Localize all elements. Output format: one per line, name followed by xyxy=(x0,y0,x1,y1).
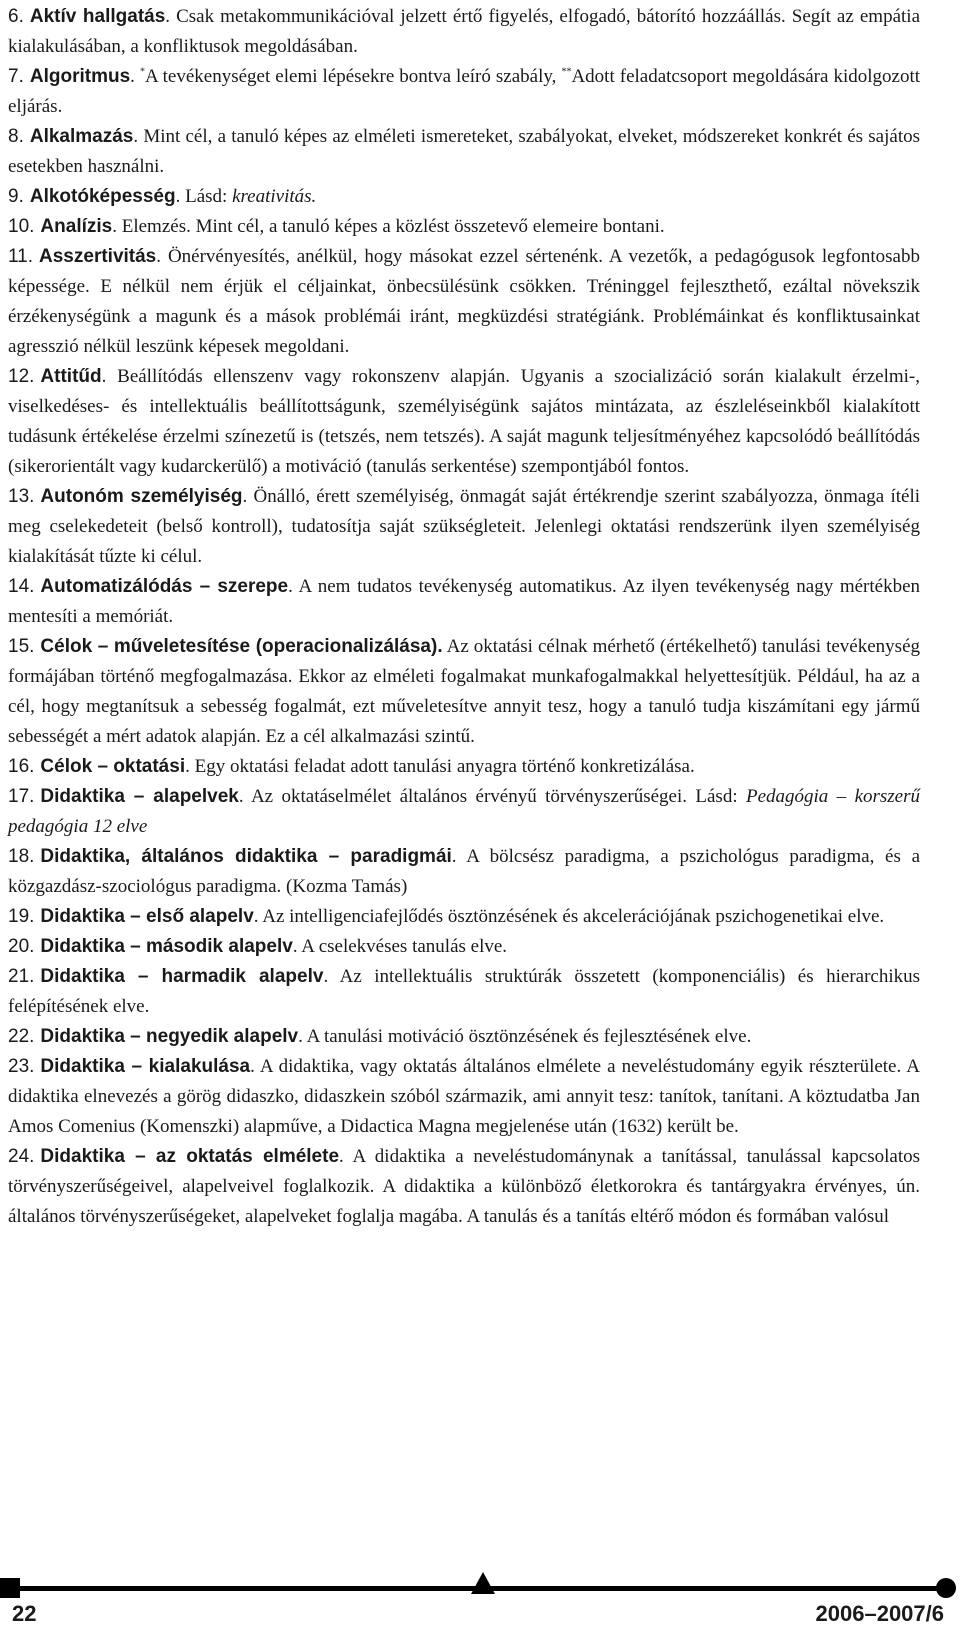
entry-separator: . xyxy=(130,66,140,87)
glossary-entry xyxy=(8,362,920,482)
entry-number: 9. xyxy=(8,186,24,207)
entry-definition: Egy oktatási feladat adott tanulási anyagra történő konkretizálása. xyxy=(194,756,695,777)
entry-separator: . xyxy=(451,846,467,867)
entry-term: Autonóm személyiség xyxy=(40,486,243,507)
entry-definition: Önérvényesítés, anélkül, hogy másokat ezzel sértenénk. A vezetők, a pedagógusok legfontosabb képessége. E nélkül nem érjük el céljainkat, önbecsülésünk csökken. Tréninggel fejleszthető, ezáltal növekszik érzékenységünk a magunk és a mások problémái iránt, megküzdési stratégiánk. Problémáinkat és konfliktusainkat agresszió nélkül leszünk képesek megoldani. xyxy=(8,246,920,357)
entry-definition: A didaktika a neveléstudománynak a tanítással, tanulással kapcsolatos törvényszerűségeivel, alapelveivel foglalkozik. A didaktika a különböző életkorokra és tantárgyakra érvényes, ún. általános törvényszerűségeket, alapelveket foglalja magába. A tanulás és a tanítás eltérő módon és formában valósul xyxy=(8,1146,920,1227)
glossary-entry xyxy=(8,482,920,572)
entry-separator: . xyxy=(323,966,340,987)
entry-number: 13. xyxy=(8,486,35,507)
glossary-entry xyxy=(8,1022,920,1052)
issue-label: 2006–2007/6 xyxy=(815,1601,944,1626)
entry-definition: A tanulási motiváció ösztönzésének és fejlesztésének elve. xyxy=(306,1026,752,1047)
glossary-entry xyxy=(8,932,920,962)
entry-list xyxy=(8,2,920,1232)
entry-definition: Önálló, érett személyiség, önmagát saját értékrendje szerint szabályozza, önmaga ítéli meg cselekedeteit (belső kontroll), tudatosítja saját szükségleteit. Jelenlegi oktatási rendszerünk ilyen személyiség kialakítását tűzte ki célul. xyxy=(8,486,921,567)
entry-term: Didaktika – második alapelv xyxy=(40,936,293,957)
entry-number: 18. xyxy=(8,846,35,867)
entry-definition: Az intelligenciafejlődés ösztönzésének és akcelerációjának pszichogenetikai elve. xyxy=(262,906,885,927)
glossary-entry xyxy=(8,242,920,362)
entry-separator: . xyxy=(292,936,302,957)
glossary-entry xyxy=(8,572,920,632)
entry-reference: Pedagógia – korszerű pedagógia 12 elve xyxy=(8,786,921,837)
entry-definition: Csak metakommunikációval jelzett értő figyelés, elfogadó, bátorító hozzáállás. Segít az empátia kialakulásában, a konfliktusok megoldásában. xyxy=(8,6,920,57)
entry-definition: A didaktika, vagy oktatás általános elmélete a neveléstudomány egyik részterülete. A didaktika elnevezés a görög didaszko, didaszkein szóból származik, ami annyit tesz: tanítok, tanítani. A köztudatba Jan Amos Comenius (Komenszki) alapműve, a Didactica Magna megjelenése után (1632) került be. xyxy=(8,1056,920,1137)
entry-number: 12. xyxy=(8,366,35,387)
entry-term: Asszertivitás xyxy=(39,246,157,267)
entry-term: Célok – műveletesítése (operacionalizálása). xyxy=(40,636,443,657)
entry-separator: . xyxy=(288,576,299,597)
glossary-entry xyxy=(8,2,920,62)
entry-number: 24. xyxy=(8,1146,35,1167)
footnote-mark: * xyxy=(139,66,145,78)
entry-separator: . xyxy=(165,6,177,27)
entry-separator: . xyxy=(250,1056,260,1077)
glossary-entry xyxy=(8,842,920,902)
entry-term: Didaktika – harmadik alapelv xyxy=(40,966,324,987)
entry-definition: Az intellektuális struktúrák összetett (komponenciális) és hierarchikus felépítésének elve. xyxy=(8,966,921,1017)
entry-number: 17. xyxy=(8,786,35,807)
glossary-entry xyxy=(8,752,920,782)
entry-number: 15. xyxy=(8,636,35,657)
entry-definition: A nem tudatos tevékenység automatikus. Az ilyen tevékenység nagy mértékben mentesíti a memóriát. xyxy=(8,576,921,627)
entry-number: 20. xyxy=(8,936,35,957)
entry-number: 21. xyxy=(8,966,35,987)
glossary-entry xyxy=(8,782,920,842)
entry-definition: Lásd: xyxy=(185,186,233,207)
circle-ornament-icon xyxy=(936,1578,956,1598)
entry-separator: . xyxy=(242,486,254,507)
entry-term: Alkotóképesség xyxy=(29,186,176,207)
triangle-ornament-icon xyxy=(471,1572,495,1594)
entry-definition: Elemzés. Mint cél, a tanuló képes a közlést összetevő elemeire bontani. xyxy=(121,216,665,237)
entry-term: Aktív hallgatás xyxy=(29,6,166,27)
entry-definition: Az oktatási célnak mérhető (értékelhető) tanulási tevékenység formájában történő megfogalmazása. Ekkor az elméleti fogalmakat munkafogalmakkal helyettesítjük. Például, ha az a cél, hogy megtanítsuk a sebesség fogalmát, ezt műveletesítve annyit tesz, hogy a tanuló tudja kiszámítani egy jármű sebességét a mért adatok alapján. Ez a cél alkalmazási szintű. xyxy=(8,636,921,747)
glossary-entry xyxy=(8,632,920,752)
entry-term: Didaktika – az oktatás elmélete xyxy=(40,1146,340,1167)
glossary xyxy=(8,2,920,1232)
glossary-entry xyxy=(8,122,920,182)
entry-separator: . xyxy=(156,246,168,267)
entry-definition: Az oktatáselmélet általános érvényű törvényszerűségei. Lásd: xyxy=(250,786,746,807)
entry-term: Didaktika – első alapelv xyxy=(40,906,254,927)
entry-number: 16. xyxy=(8,756,35,777)
entry-definition: A tevékenységet elemi lépésekre bontva leíró szabály, xyxy=(144,66,562,87)
entry-separator: . xyxy=(185,756,195,777)
entry-number: 8. xyxy=(8,126,24,147)
entry-term: Didaktika – kialakulása xyxy=(40,1056,251,1077)
glossary-entry xyxy=(8,962,920,1022)
glossary-entry xyxy=(8,62,920,122)
entry-number: 6. xyxy=(8,6,24,27)
entry-separator: . xyxy=(253,906,263,927)
entry-term: Analízis xyxy=(40,216,113,237)
entry-definition: Beállítódás ellenszenv vagy rokonszenv alapján. Ugyanis a szocializáció során kialakult érzelmi-, viselkedéses- és intellektuális beállítottságunk, személyiségünk sajátos mintázata, az észleléseinkből kialakított tudásunk értékelése érzelmi színezetű is (tetszés, nem tetszés). A saját magunk teljesítményéhez kapcsolódó beállítódás (sikerorientált vagy kudarckerülő) a motiváció (tanulás serkentése) szempontjából fontos. xyxy=(8,366,921,477)
page-footer xyxy=(0,1572,960,1630)
entry-separator: . xyxy=(298,1026,307,1047)
glossary-entry xyxy=(8,182,920,212)
glossary-entry xyxy=(8,1142,920,1232)
entry-separator: . xyxy=(133,126,144,147)
entry-term: Didaktika, általános didaktika – paradigmái xyxy=(40,846,452,867)
entry-term: Didaktika – negyedik alapelv xyxy=(40,1026,299,1047)
entry-term: Célok – oktatási xyxy=(40,756,186,777)
entry-definition: A bölcsész paradigma, a pszichológus paradigma, és a közgazdász-szociológus paradigma. (Kozma Tamás) xyxy=(8,846,920,897)
entry-separator: . xyxy=(112,216,122,237)
entry-definition: Mint cél, a tanuló képes az elméleti ismereteket, szabályokat, elveket, módszereket konkrét és sajátos esetekben használni. xyxy=(8,126,920,177)
entry-definition: A cselekvéses tanulás elve. xyxy=(301,936,508,957)
glossary-entry xyxy=(8,212,920,242)
entry-term: Automatizálódás – szerepe xyxy=(40,576,289,597)
entry-reference: kreativitás. xyxy=(232,186,317,207)
entry-number: 11. xyxy=(8,246,34,267)
entry-term: Alkalmazás xyxy=(29,126,134,147)
entry-term: Attitűd xyxy=(40,366,102,387)
entry-separator: . xyxy=(101,366,118,387)
entry-number: 19. xyxy=(8,906,35,927)
footnote-mark: ** xyxy=(561,66,572,78)
entry-separator: . xyxy=(175,186,186,207)
entry-number: 23. xyxy=(8,1056,35,1077)
glossary-entry xyxy=(8,902,920,932)
entry-term: Algoritmus xyxy=(29,66,131,87)
entry-number: 10. xyxy=(8,216,35,237)
entry-number: 7. xyxy=(8,66,24,87)
entry-definition: Adott feladatcsoport megoldására kidolgozott eljárás. xyxy=(8,66,920,117)
entry-number: 14. xyxy=(8,576,35,597)
entry-number: 22. xyxy=(8,1026,35,1047)
page-number: 22 xyxy=(12,1601,37,1626)
entry-term: Didaktika – alapelvek xyxy=(40,786,239,807)
glossary-entry xyxy=(8,1052,920,1142)
entry-separator: . xyxy=(339,1146,353,1167)
entry-separator: . xyxy=(238,786,251,807)
